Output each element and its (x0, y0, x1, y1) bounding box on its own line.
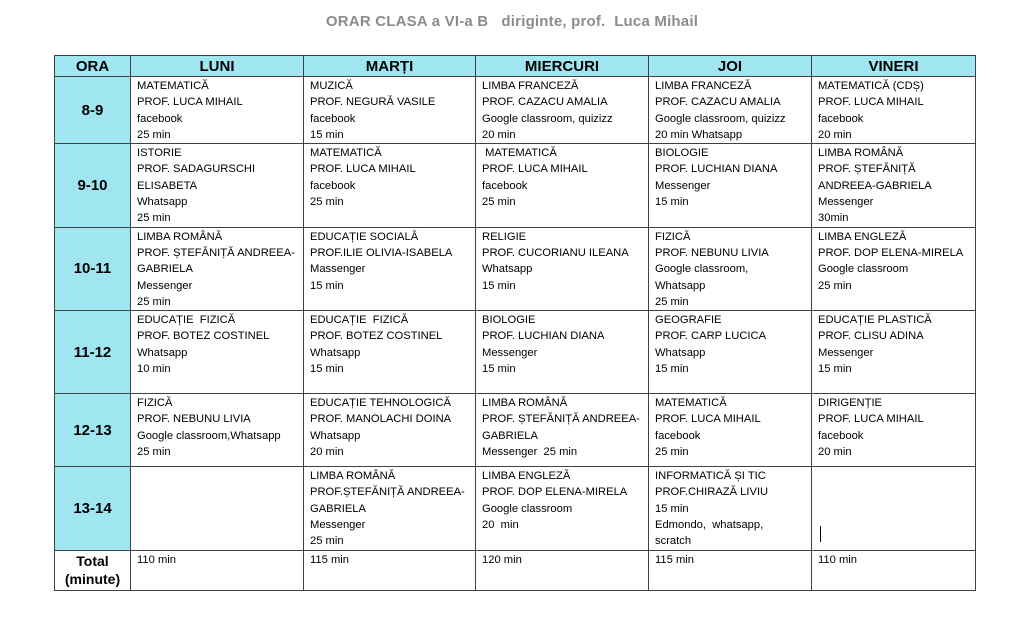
duration: 15 min (818, 363, 852, 376)
lesson-cell-empty[interactable] (131, 467, 304, 550)
teacher: PROF. ȘTEFĂNIȚĂ (818, 163, 916, 176)
subject: LIMBA ENGLEZĂ (818, 230, 907, 243)
subject: BIOLOGIE (655, 147, 709, 160)
subject: LIMBA ROMÂNĂ (482, 397, 568, 410)
platform: facebook (655, 429, 701, 442)
lesson-cell[interactable] (812, 227, 976, 310)
lesson-cell[interactable] (476, 467, 649, 550)
total-value: 120 min (482, 553, 522, 566)
subject: EDUCAȚIE PLASTICĂ (818, 314, 932, 327)
duration: 25 min (655, 295, 689, 308)
table-row (55, 394, 976, 467)
subject: EDUCAȚIE FIZICĂ (137, 314, 236, 327)
subject: RELIGIE (482, 230, 527, 243)
teacher: PROF. CARP LUCICA (655, 330, 767, 343)
total-label (55, 550, 131, 590)
platform: facebook (137, 112, 183, 125)
teacher: PROF. LUCA MIHAIL (482, 163, 588, 176)
teacher: PROF. ȘTEFĂNIȚĂ ANDREEA- (137, 246, 295, 259)
duration: 10 min (137, 363, 171, 376)
lesson-cell[interactable] (812, 394, 976, 467)
lesson-cell[interactable] (131, 77, 304, 144)
hour-cell: 10-11 (55, 227, 131, 310)
platform: Whatsapp (482, 263, 533, 276)
teacher: PROF. CAZACU AMALIA (655, 96, 781, 109)
text-cursor (820, 526, 821, 542)
hour-cell: 12-13 (55, 394, 131, 467)
subject: LIMBA ENGLEZĂ (482, 470, 571, 483)
lesson-cell[interactable] (131, 227, 304, 310)
subject: MATEMATICĂ (137, 80, 209, 92)
total-cell[interactable] (649, 550, 812, 590)
teacher: PROF. LUCA MIHAIL (818, 413, 924, 426)
header-luni: LUNI (131, 56, 304, 77)
teacher: PROF. ȘTEFĂNIȚĂ ANDREEA- (482, 413, 640, 426)
platform-duration: Messenger 25 min (482, 446, 578, 459)
lesson-cell[interactable] (649, 144, 812, 227)
subject: FIZICĂ (137, 397, 173, 410)
lesson-cell[interactable] (476, 227, 649, 310)
platform: facebook (482, 179, 528, 192)
subject: FIZICĂ (655, 230, 691, 243)
platform: Google classroom, (655, 263, 749, 276)
teacher-cont: ANDREEA-GABRIELA (818, 179, 932, 192)
teacher: PROF. CAZACU AMALIA (482, 96, 608, 109)
platform: Messenger (482, 346, 538, 359)
subject: LIMBA ROMÂNĂ (310, 470, 396, 483)
header-ora: ORA (55, 56, 131, 77)
teacher: PROF. LUCA MIHAIL (655, 413, 761, 426)
duration: 25 min (482, 196, 516, 209)
header-miercuri: MIERCURI (476, 56, 649, 77)
teacher: PROF. BOTEZ COSTINEL (137, 330, 270, 343)
header-row (55, 56, 976, 77)
teacher: PROF.CHIRAZĂ LIVIU (655, 486, 769, 499)
subject: MATEMATICĂ (482, 147, 557, 160)
platform: Messenger (137, 279, 193, 292)
teacher: PROF. CUCORIANU ILEANA (482, 246, 629, 259)
subject: MATEMATICĂ (655, 397, 727, 410)
duration: 15 min (482, 279, 516, 292)
total-label-line1: Total (76, 553, 109, 570)
platform: facebook (310, 179, 356, 192)
teacher: PROF. DOP ELENA-MIRELA (818, 246, 964, 259)
table-row (55, 467, 976, 550)
duration: 25 min (655, 446, 689, 459)
platform: Google classroom (818, 263, 909, 276)
teacher-cont: GABRIELA (482, 429, 538, 442)
lesson-cell[interactable] (649, 77, 812, 144)
teacher: PROF. LUCHIAN DIANA (482, 330, 605, 343)
total-value: 115 min (310, 553, 349, 566)
teacher-cont: GABRIELA (137, 263, 193, 276)
subject: ISTORIE (137, 147, 182, 160)
platform: Edmondo, whatsapp, (655, 519, 764, 532)
lesson-cell[interactable] (649, 311, 812, 394)
subject: LIMBA ROMÂNĂ (818, 147, 904, 160)
total-cell[interactable] (131, 550, 304, 590)
subject: INFORMATICĂ ȘI TIC (655, 470, 766, 483)
teacher: PROF.ILIE OLIVIA-ISABELA (310, 246, 453, 259)
subject: EDUCAȚIE SOCIALĂ (310, 230, 419, 243)
duration: 30min (818, 212, 849, 225)
platform: Messenger (310, 519, 366, 532)
platform: Messenger (818, 346, 874, 359)
header-vineri: VINERI (812, 56, 976, 77)
subject: DIRIGENȚIE (818, 397, 883, 410)
teacher: PROF. LUCA MIHAIL (137, 96, 243, 109)
teacher: PROF. LUCA MIHAIL (310, 163, 416, 176)
timetable (54, 55, 976, 591)
duration: 15 min (310, 128, 344, 141)
lesson-cell-empty[interactable] (812, 467, 976, 550)
lesson-cell[interactable] (304, 227, 476, 310)
lesson-cell[interactable] (304, 394, 476, 467)
hour-cell: 11-12 (55, 311, 131, 394)
subject: MUZICĂ (310, 80, 353, 92)
total-value: 115 min (655, 553, 694, 566)
platform: facebook (310, 112, 356, 125)
teacher: PROF.ȘTEFĂNIȚĂ ANDREEA- (310, 486, 465, 499)
platform: Massenger (310, 263, 366, 276)
duration: 20 min (818, 446, 852, 459)
subject: EDUCAȚIE TEHNOLOGICĂ (310, 397, 451, 410)
total-value: 110 min (818, 553, 857, 566)
header-marti: MARȚI (304, 56, 476, 77)
duration: 15 min (482, 363, 516, 376)
teacher: PROF. MANOLACHI DOINA (310, 413, 452, 426)
lesson-cell[interactable] (304, 311, 476, 394)
teacher: PROF. LUCA MIHAIL (818, 96, 924, 109)
lesson-cell[interactable] (649, 394, 812, 467)
platform: Whatsapp (137, 196, 188, 209)
platform-cont: Whatsapp (655, 279, 706, 292)
duration: 15 min (655, 363, 689, 376)
platform: facebook (818, 429, 864, 442)
page-title: ORAR CLASA a VI-a B diriginte, prof. Luca Mihail (325, 13, 699, 30)
platform: Google classroom, quizizz (655, 112, 786, 125)
duration: 25 min (137, 128, 171, 141)
duration: 25 min (310, 196, 344, 209)
lesson-cell[interactable] (812, 311, 976, 394)
total-cell[interactable] (476, 550, 649, 590)
platform: Whatsapp (310, 346, 361, 359)
table-row (55, 227, 976, 310)
hour-cell: 13-14 (55, 467, 131, 550)
duration: 25 min (137, 446, 171, 459)
teacher-cont: GABRIELA (310, 502, 366, 515)
lesson-cell[interactable] (476, 394, 649, 467)
subject: LIMBA ROMÂNĂ (137, 230, 223, 243)
platform: Google classroom, quizizz (482, 112, 613, 125)
teacher: PROF. SADAGURSCHI (137, 163, 256, 176)
table-row (55, 77, 976, 144)
platform: facebook (818, 112, 864, 125)
total-value: 110 min (137, 553, 176, 566)
teacher: PROF. CLISU ADINA (818, 330, 924, 343)
teacher-cont: ELISABETA (137, 179, 198, 192)
teacher: PROF. NEBUNU LIVIA (655, 246, 769, 259)
platform-cont: scratch (655, 535, 692, 548)
duration: 25 min (818, 279, 852, 292)
lesson-cell[interactable] (812, 77, 976, 144)
subject: EDUCAȚIE FIZICĂ (310, 314, 409, 327)
duration: 20 min Whatsapp (655, 128, 743, 141)
lesson-cell[interactable] (131, 144, 304, 227)
platform: Whatsapp (310, 429, 361, 442)
subject: LIMBA FRANCEZĂ (482, 80, 579, 92)
teacher: PROF. NEBUNU LIVIA (137, 413, 251, 426)
duration: 15 min (310, 279, 344, 292)
teacher: PROF. BOTEZ COSTINEL (310, 330, 443, 343)
hour-cell: 8-9 (55, 77, 131, 144)
subject: GEOGRAFIE (655, 314, 722, 327)
total-row (55, 550, 976, 590)
total-label-line2: (minute) (64, 571, 121, 588)
lesson-cell[interactable] (131, 311, 304, 394)
lesson-cell[interactable] (304, 144, 476, 227)
subject: BIOLOGIE (482, 314, 536, 327)
platform: Whatsapp (137, 346, 188, 359)
subject: LIMBA FRANCEZĂ (655, 80, 752, 92)
teacher: PROF. DOP ELENA-MIRELA (482, 486, 628, 499)
teacher: PROF. LUCHIAN DIANA (655, 163, 778, 176)
teacher: PROF. NEGURĂ VASILE (310, 96, 436, 109)
lesson-cell[interactable] (131, 394, 304, 467)
table-row (55, 144, 976, 227)
duration: 15 min (655, 502, 689, 515)
lesson-cell[interactable] (476, 144, 649, 227)
platform: Messenger (818, 196, 874, 209)
subject: MATEMATICĂ (CDȘ) (818, 80, 924, 92)
duration: 20 min (482, 128, 516, 141)
lesson-cell[interactable] (476, 77, 649, 144)
duration: 25 min (310, 535, 344, 548)
platform: Google classroom (482, 502, 573, 515)
duration: 25 min (137, 212, 171, 225)
duration: 20 min (818, 128, 852, 141)
subject: MATEMATICĂ (310, 147, 382, 160)
duration: 20 min (310, 446, 344, 459)
lesson-cell[interactable] (304, 467, 476, 550)
lesson-cell[interactable] (476, 311, 649, 394)
table-row (55, 311, 976, 394)
platform: Google classroom,Whatsapp (137, 429, 281, 442)
lesson-cell[interactable] (649, 227, 812, 310)
total-cell[interactable] (304, 550, 476, 590)
duration: 20 min (482, 519, 519, 532)
header-joi: JOI (649, 56, 812, 77)
platform: Messenger (655, 179, 711, 192)
duration: 15 min (655, 196, 689, 209)
lesson-cell[interactable] (649, 467, 812, 550)
hour-cell: 9-10 (55, 144, 131, 227)
total-cell[interactable] (812, 550, 976, 590)
duration: 15 min (310, 363, 344, 376)
lesson-cell[interactable] (812, 144, 976, 227)
platform: Whatsapp (655, 346, 706, 359)
duration: 25 min (137, 295, 171, 308)
lesson-cell[interactable] (304, 77, 476, 144)
